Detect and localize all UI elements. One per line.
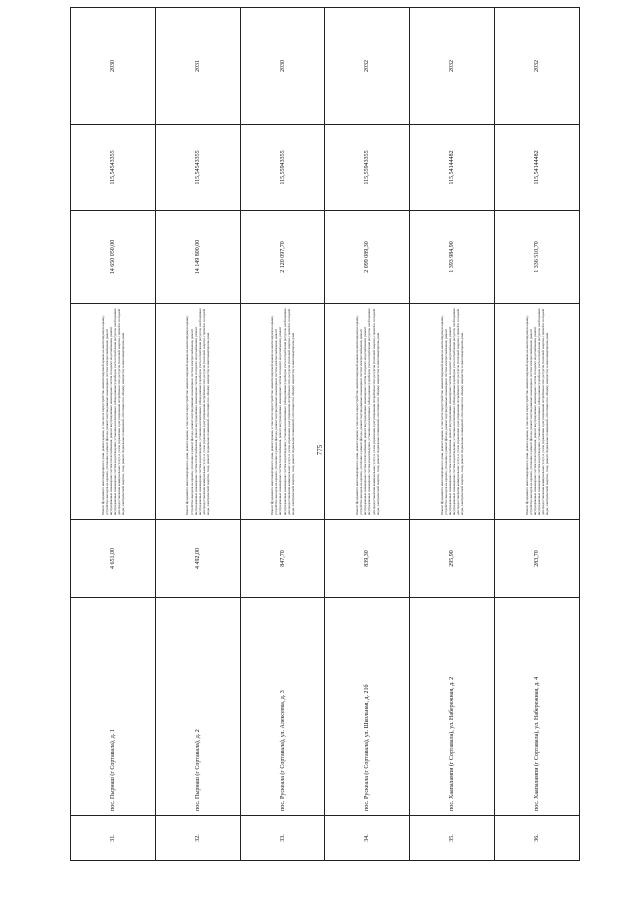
cost-cell: 14 149 800,00 [155, 211, 240, 304]
year-cell: 2031 [155, 8, 240, 125]
cost-cell: 14 650 050,00 [71, 211, 156, 304]
cost-per-m2-cell: 115,55943355 [240, 125, 325, 211]
cost-per-m2-cell: 115,54144482 [495, 125, 580, 211]
address-cell: пос. Хаапалампи (г Сортавала), ул. Набережная, д. 4 [495, 598, 580, 816]
cost-per-m2-cell: 115,55943355 [325, 125, 410, 211]
works-cell: Ремонт фундамента многоквартирного дома, ремонт крыши, в том числе переустройство невентилируемой крыши на вентилируемую крышу, устройство выходов на кровлю, утепление и ремонт фасада, ремонт внутридомовых инженерных систем электроснабжения, ремонт внутридомовых инженерных систем теплоснабжения, ремонт внутридомовых инженерных систем холодного водоснабжения, ремонт внутридомовых инженерных систем водоотведения, установка коллективных (общедомовых) приборов учета потребления ресурсов, необходимых для предоставления коммунальных услуг, и узлов управления и регулирования потребления этих ресурсов (тепловой энергии, горячей и холодной воды, электрической энергии, газа), ремонт подвальных помещений, относящихся к общему имуществу в многоквартирном доме [410, 304, 495, 520]
address-cell: пос. Пырнаш (г Сортавала), д. 1 [71, 598, 156, 816]
cost-cell: 1 336 510,70 [495, 211, 580, 304]
cost-per-m2-cell: 115,54543355 [71, 125, 156, 211]
year-cell: 2032 [325, 8, 410, 125]
row-number: 35. [410, 816, 495, 861]
works-cell: Ремонт фундамента многоквартирного дома, ремонт крыши, в том числе переустройство невентилируемой крыши на вентилируемую крышу, устройство выходов на кровлю, утепление и ремонт фасада, ремонт внутридомовых инженерных систем электроснабжения, ремонт внутридомовых инженерных систем теплоснабжения, ремонт внутридомовых инженерных систем холодного водоснабжения, ремонт внутридомовых инженерных систем водоотведения, установка коллективных (общедомовых) приборов учета потребления ресурсов, необходимых для предоставления коммунальных услуг, и узлов управления и регулирования потребления этих ресурсов (тепловой энергии, горячей и холодной воды, электрической энергии, газа), ремонт подвальных помещений, относящихся к общему имуществу в многоквартирном доме [155, 304, 240, 520]
works-cell: Ремонт фундамента многоквартирного дома, ремонт крыши, в том числе переустройство невентилируемой крыши на вентилируемую крышу, устройство выходов на кровлю, утепление и ремонт фасада, ремонт внутридомовых инженерных систем электроснабжения, ремонт внутридомовых инженерных систем теплоснабжения, ремонт внутридомовых инженерных систем холодного водоснабжения, ремонт внутридомовых инженерных систем водоотведения, установка коллективных (общедомовых) приборов учета потребления ресурсов, необходимых для предоставления коммунальных услуг, и узлов управления и регулирования потребления этих ресурсов (тепловой энергии, горячей и холодной воды, электрической энергии, газа), ремонт подвальных помещений, относящихся к общему имуществу в многоквартирном доме [495, 304, 580, 520]
area-cell: 839,30 [325, 520, 410, 598]
repair-schedule-table-wrapper [70, 60, 580, 861]
area-cell: 295,90 [410, 520, 495, 598]
works-cell: Ремонт фундамента многоквартирного дома, ремонт крыши, в том числе переустройство невентилируемой крыши на вентилируемую крышу, устройство выходов на кровлю, утепление и ремонт фасада, ремонт внутридомовых инженерных систем электроснабжения, ремонт внутридомовых инженерных систем теплоснабжения, ремонт внутридомовых инженерных систем холодного водоснабжения, ремонт внутридомовых инженерных систем водоотведения, установка коллективных (общедомовых) приборов учета потребления ресурсов, необходимых для предоставления коммунальных услуг, и узлов управления и регулирования потребления этих ресурсов (тепловой энергии, горячей и холодной воды, электрической энергии, газа), ремонт подвальных помещений, относящихся к общему имуществу в многоквартирном доме [325, 304, 410, 520]
area-cell: 847,70 [240, 520, 325, 598]
works-cell: Ремонт фундамента многоквартирного дома, ремонт крыши, в том числе переустройство невентилируемой крыши на вентилируемую крышу, устройство выходов на кровлю, утепление и ремонт фасада, ремонт внутридомовых инженерных систем электроснабжения, ремонт внутридомовых инженерных систем теплоснабжения, ремонт внутридомовых инженерных систем холодного водоснабжения, ремонт внутридомовых инженерных систем водоотведения, установка коллективных (общедомовых) приборов учета потребления ресурсов, необходимых для предоставления коммунальных услуг, и узлов управления и регулирования потребления этих ресурсов (тепловой энергии, горячей и холодной воды, электрической энергии, газа), ремонт подвальных помещений, относящихся к общему имуществу в многоквартирном доме [71, 304, 156, 520]
area-cell: 4 651,00 [71, 520, 156, 598]
cost-per-m2-cell: 115,54543355 [155, 125, 240, 211]
area-cell: 283,70 [495, 520, 580, 598]
year-cell: 2030 [71, 8, 156, 125]
table-row [71, 8, 156, 861]
address-cell: пос. Хаапалампи (г Сортавала), ул. Набережная, д. 2 [410, 598, 495, 816]
cost-cell: 2 099 089,30 [325, 211, 410, 304]
cost-per-m2-cell: 115,54144482 [410, 125, 495, 211]
row-number: 32. [155, 816, 240, 861]
table-row [410, 8, 495, 861]
page-number: 775 [316, 444, 324, 456]
table-row [325, 8, 410, 861]
repair-schedule-table [70, 7, 580, 861]
table-row [495, 8, 580, 861]
address-cell: пос. Пырнаш (г Сортавала), д. 2 [155, 598, 240, 816]
year-cell: 2032 [495, 8, 580, 125]
area-cell: 4 492,00 [155, 520, 240, 598]
address-cell: пос. Рускеала (г Сортавала), ул. Школьная, д. 21б [325, 598, 410, 816]
year-cell: 2032 [410, 8, 495, 125]
year-cell: 2030 [240, 8, 325, 125]
row-number: 36. [495, 816, 580, 861]
row-number: 33. [240, 816, 325, 861]
table-row [240, 8, 325, 861]
row-number: 34. [325, 816, 410, 861]
table-row [155, 8, 240, 861]
cost-cell: 1 393 984,90 [410, 211, 495, 304]
row-number: 31. [71, 816, 156, 861]
works-cell: Ремонт фундамента многоквартирного дома, ремонт крыши, в том числе переустройство невентилируемой крыши на вентилируемую крышу, устройство выходов на кровлю, утепление и ремонт фасада, ремонт внутридомовых инженерных систем электроснабжения, ремонт внутридомовых инженерных систем теплоснабжения, ремонт внутридомовых инженерных систем холодного водоснабжения, ремонт внутридомовых инженерных систем водоотведения, установка коллективных (общедомовых) приборов учета потребления ресурсов, необходимых для предоставления коммунальных услуг, и узлов управления и регулирования потребления этих ресурсов (тепловой энергии, горячей и холодной воды, электрической энергии, газа), ремонт подвальных помещений, относящихся к общему имуществу в многоквартирном доме [240, 304, 325, 520]
cost-cell: 2 120 097,70 [240, 211, 325, 304]
address-cell: пос. Рускеала (г Сортавала), ул. Алексеева, д. 3 [240, 598, 325, 816]
